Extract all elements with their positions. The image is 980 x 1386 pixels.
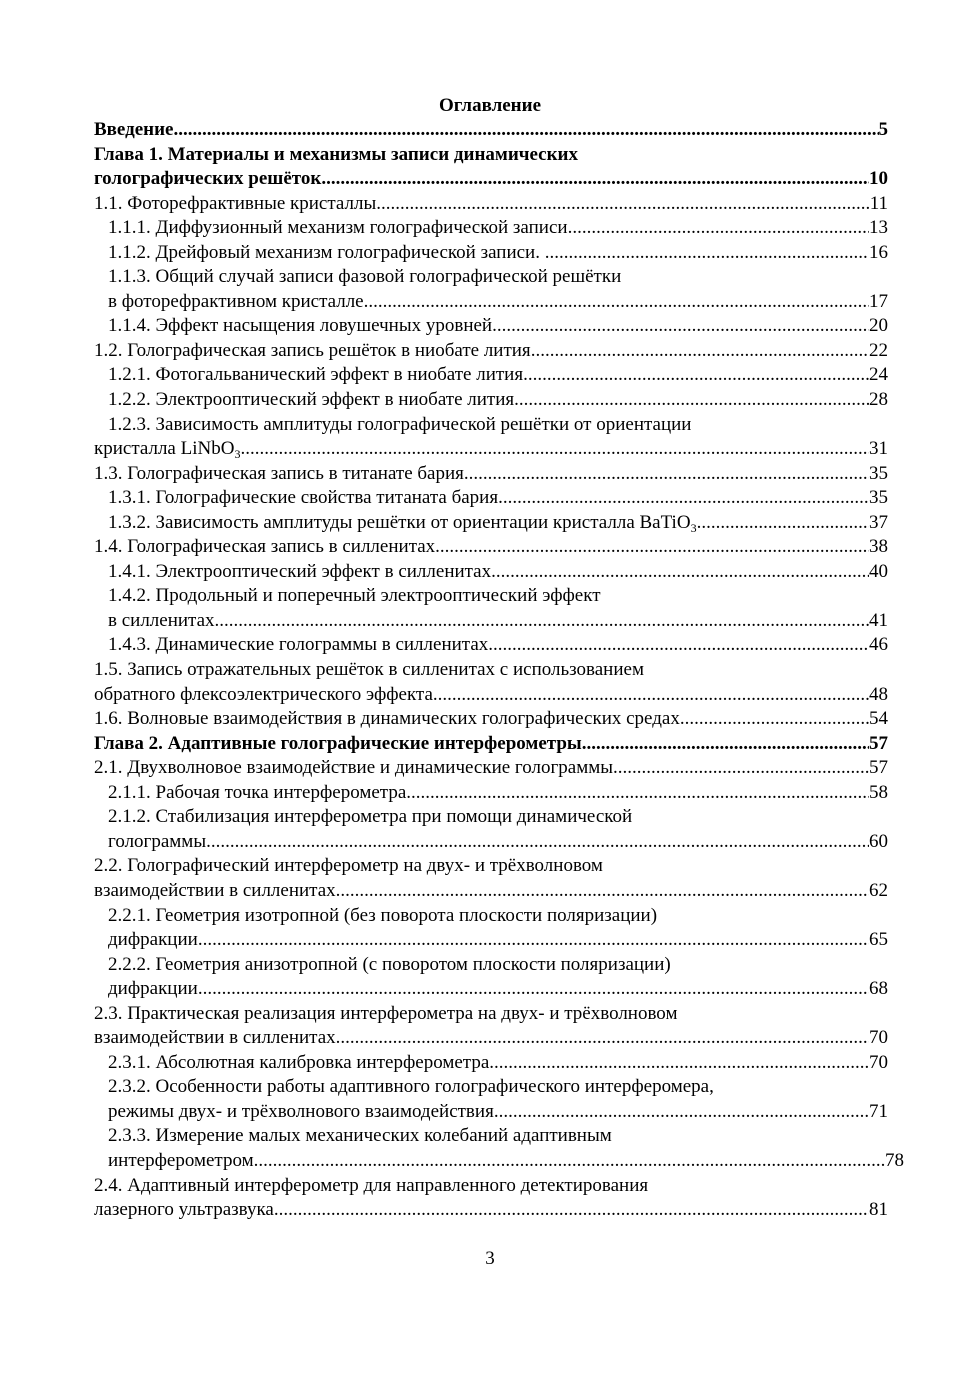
toc-entry[interactable]: 2.2.2. Геометрия анизотропной (с поворотом плоскости поляризации) bbox=[108, 953, 671, 975]
toc-entry[interactable]: обратного флексоэлектрического эффекта ..... 48 bbox=[94, 683, 888, 708]
toc-entry[interactable]: 1.1.3. Общий случай записи фазовой голографической решётки bbox=[108, 266, 622, 288]
table-of-contents bbox=[94, 118, 904, 1223]
toc-entry[interactable]: 2.3. Практическая реализация интерферометра на двух- и трёхволновом bbox=[94, 1002, 678, 1024]
toc-entry[interactable]: 1.2.1. Фотогальванический эффект в ниобате лития ..... 24 bbox=[94, 363, 888, 388]
toc-entry[interactable]: 1.4.3. Динамические голограммы в силленитах ..... 46 bbox=[94, 633, 888, 658]
toc-entry[interactable]: взаимодействии в силленитах ..... 62 bbox=[94, 879, 888, 904]
toc-entry[interactable]: 1.4.2. Продольный и поперечный электрооптический эффект bbox=[108, 585, 601, 607]
toc-entry[interactable]: 2.4. Адаптивный интерферометр для направленного детектирования bbox=[94, 1174, 649, 1196]
toc-entry[interactable]: 1.1.2. Дрейфовый механизм голографической записи. ..... 16 bbox=[94, 241, 888, 266]
toc-entry[interactable]: 2.1.1. Рабочая точка интерферометра ..... 58 bbox=[94, 781, 888, 806]
page-number: 3 bbox=[485, 1248, 495, 1269]
toc-entry[interactable]: 1.2.2. Электрооптический эффект в ниобате лития ..... 28 bbox=[94, 388, 888, 413]
toc-entry[interactable]: 1.3.1. Голографические свойства титаната бария ..... 35 bbox=[94, 486, 888, 511]
toc-entry[interactable]: лазерного ультразвука ..... 81 bbox=[94, 1198, 888, 1223]
toc-entry[interactable]: голографических решёток ..... 10 bbox=[94, 167, 888, 192]
toc-entry[interactable]: голограммы ..... 60 bbox=[94, 830, 888, 855]
toc-entry[interactable]: 1.4.1. Электрооптический эффект в силленитах ..... 40 bbox=[94, 560, 888, 585]
toc-entry[interactable]: 1.2. Голографическая запись решёток в ниобате лития ..... 22 bbox=[94, 339, 888, 364]
toc-entry[interactable]: 1.4. Голографическая запись в силленитах ..... 38 bbox=[94, 535, 888, 560]
toc-entry[interactable]: 1.1. Фоторефрактивные кристаллы ..... 11 bbox=[94, 192, 888, 217]
toc-entry[interactable]: 2.2.1. Геометрия изотропной (без поворота плоскости поляризации) bbox=[108, 904, 658, 926]
toc-entry[interactable]: дифракции ..... 68 bbox=[94, 977, 888, 1002]
toc-entry[interactable]: Введение ..... 5 bbox=[94, 118, 888, 143]
toc-entry[interactable]: 1.5. Запись отражательных решёток в силленитах с использованием bbox=[94, 659, 644, 681]
toc-entry[interactable]: 2.1.2. Стабилизация интерферометра при помощи динамической bbox=[108, 806, 633, 828]
toc-entry[interactable]: 2.2. Голографический интерферометр на двух- и трёхволновом bbox=[94, 855, 603, 877]
toc-title: Оглавление bbox=[438, 95, 542, 116]
toc-entry[interactable]: 2.3.2. Особенности работы адаптивного голографического интерферомера, bbox=[108, 1076, 714, 1098]
toc-entry[interactable]: 2.3.3. Измерение малых механических колебаний адаптивным bbox=[108, 1125, 612, 1147]
toc-entry[interactable]: 1.1.4. Эффект насыщения ловушечных уровней ..... 20 bbox=[94, 314, 888, 339]
toc-entry[interactable]: интерферометром ..... 78 bbox=[94, 1149, 888, 1174]
toc-entry[interactable]: 1.2.3. Зависимость амплитуды голографической решётки от ориентации bbox=[108, 413, 692, 435]
toc-entry[interactable]: 1.3. Голографическая запись в титанате бария ..... 35 bbox=[94, 462, 888, 487]
toc-entry[interactable]: в силленитах ..... 41 bbox=[94, 609, 888, 634]
toc-entry[interactable]: взаимодействии в силленитах ..... 70 bbox=[94, 1026, 888, 1051]
toc-entry[interactable]: Глава 2. Адаптивные голографические интерферометры ..... 57 bbox=[94, 732, 888, 757]
toc-entry[interactable]: режимы двух- и трёхволнового взаимодействия ..... 71 bbox=[94, 1100, 888, 1125]
toc-entry[interactable]: кристалла LiNbO$_3$ ..... 31 bbox=[94, 437, 888, 462]
toc-entry[interactable]: 2.3.1. Абсолютная калибровка интерферометра ..... 70 bbox=[94, 1051, 888, 1076]
toc-entry[interactable]: 2.1. Двухволновое взаимодействие и динамические голограммы ..... 57 bbox=[94, 756, 888, 781]
toc-entry[interactable]: Глава 1. Материалы и механизмы записи динамических bbox=[94, 143, 578, 165]
toc-entry[interactable]: 1.1.1. Диффузионный механизм голографической записи ..... 13 bbox=[94, 216, 888, 241]
toc-entry[interactable]: 1.6. Волновые взаимодействия в динамических голографических средах ..... 54 bbox=[94, 707, 888, 732]
toc-entry[interactable]: в фоторефрактивном кристалле ..... 17 bbox=[94, 290, 888, 315]
toc-entry[interactable]: дифракции ..... 65 bbox=[94, 928, 888, 953]
toc-entry[interactable]: 1.3.2. Зависимость амплитуды решётки от ориентации кристалла BaTiO$_3$ ..... 37 bbox=[94, 511, 888, 536]
